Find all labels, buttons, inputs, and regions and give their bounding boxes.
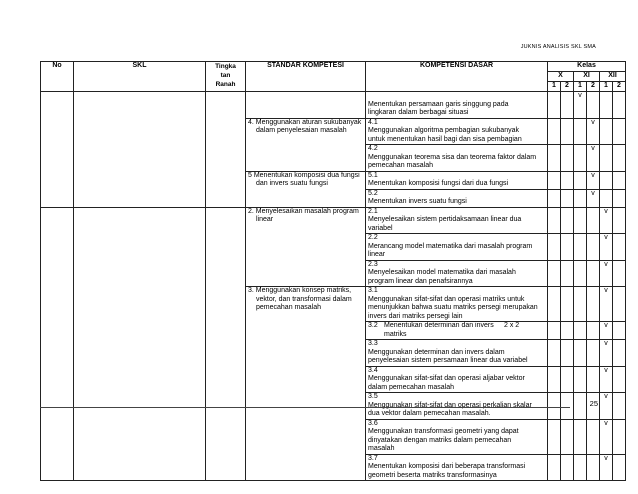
header-no: No — [41, 62, 74, 92]
kd-number: 5.2 — [368, 189, 378, 197]
header-semester: 2 — [561, 82, 574, 92]
kd-text: Menggunakan transformasi geometri yang dapat dinyatakan dengan matriks dalam pemecahan masalah — [368, 428, 519, 452]
kelas-semester-cell — [548, 207, 561, 234]
kelas-semester-cell — [574, 118, 587, 145]
check-mark: v — [604, 322, 608, 329]
document-label: JUKNIS ANALISIS SKL SMA — [520, 44, 596, 50]
kelas-semester-cell — [548, 145, 561, 172]
kelas-semester-cell — [548, 260, 561, 287]
standar-kompetensi-cell — [246, 118, 366, 171]
col-no-cell — [41, 207, 74, 481]
check-mark: v — [604, 260, 608, 268]
kd-text: Menggunakan sifat-sifat dan operasi perkalian skalar dua vektor dalam pemecahan masalah. — [368, 401, 532, 417]
kelas-semester-cell — [587, 419, 600, 454]
kd-extra: 2 x 2 — [504, 322, 520, 329]
kelas-semester-cell — [548, 171, 561, 189]
kelas-semester-cell — [561, 366, 574, 393]
kd-text: Merancang model matematika dari masalah program linear — [368, 242, 533, 258]
kelas-semester-cell — [561, 454, 574, 481]
check-mark: v — [578, 92, 582, 99]
kelas-semester-cell — [600, 234, 613, 261]
kd-number: 3.4 — [368, 366, 378, 374]
kompetensi-dasar-cell — [366, 366, 548, 393]
kompetensi-dasar-cell — [366, 260, 548, 287]
kelas-semester-cell — [548, 419, 561, 454]
standar-kompetensi-text: 4. Menggunakan aturan sukubanyak dalam penyelesaian masalah — [248, 118, 362, 134]
header-semester: 1 — [574, 82, 587, 92]
kelas-semester-cell — [561, 340, 574, 367]
kelas-semester-cell — [561, 189, 574, 207]
kelas-semester-cell — [587, 340, 600, 367]
kelas-semester-cell — [587, 118, 600, 145]
kelas-semester-cell — [561, 171, 574, 189]
kd-text: Menentukan determinan dan invers matriks — [384, 322, 494, 338]
table-row — [41, 92, 626, 119]
kelas-semester-cell — [600, 340, 613, 367]
kelas-semester-cell — [613, 92, 626, 119]
header-semester: 2 — [613, 82, 626, 92]
kompetensi-dasar-cell — [366, 287, 548, 322]
standar-kompetensi-text: 2. Menyelesaikan masalah program linear — [248, 207, 359, 223]
kd-number: 4.2 — [368, 145, 378, 152]
col-no-cell — [41, 92, 74, 208]
kd-number: 2.1 — [368, 207, 378, 215]
kelas-semester-cell — [574, 260, 587, 287]
kd-text: Menggunakan sifat-sifat dan operasi aljabar vektor dalam pemecahan masalah — [368, 375, 525, 391]
kelas-semester-cell — [574, 287, 587, 322]
header-kelas-x: X — [548, 72, 574, 82]
kelas-semester-cell — [600, 207, 613, 234]
kelas-semester-cell — [613, 118, 626, 145]
kelas-semester-cell — [613, 207, 626, 234]
check-mark: v — [604, 234, 608, 241]
kelas-semester-cell — [613, 234, 626, 261]
kelas-semester-cell — [548, 234, 561, 261]
kd-text: Menentukan komposisi fungsi dari dua fungsi — [368, 180, 509, 187]
standar-kompetensi-cell — [246, 92, 366, 119]
kd-text: Menggunakan algoritma pembagian sukubanyak untuk menentukan hasil bagi dan sisa pembagian — [368, 127, 522, 143]
kd-text: Menggunakan sifat-sifat dan operasi matriks untuk menunjukkan bahwa suatu matriks persegi merupakan invers dari matriks persegi lain — [368, 295, 538, 320]
page-number: 25 — [589, 399, 598, 408]
kelas-semester-cell — [600, 189, 613, 207]
kd-text: Menyelesaikan sistem pertidaksamaan linear dua variabel — [368, 216, 522, 232]
kompetensi-dasar-cell — [366, 419, 548, 454]
kd-text: Menggunakan teorema sisa dan teorema faktor dalam pemecahan masalah — [368, 153, 537, 169]
kelas-semester-cell — [600, 171, 613, 189]
kompetensi-dasar-cell — [366, 171, 548, 189]
kelas-semester-cell — [574, 92, 587, 119]
kd-number: 3.1 — [368, 287, 378, 294]
kelas-semester-cell — [574, 189, 587, 207]
kelas-semester-cell — [613, 189, 626, 207]
kelas-semester-cell — [587, 454, 600, 481]
kelas-semester-cell — [561, 234, 574, 261]
header-kelas-xii: XII — [600, 72, 626, 82]
standar-kompetensi-cell — [246, 171, 366, 207]
kelas-semester-cell — [613, 454, 626, 481]
kelas-semester-cell — [613, 145, 626, 172]
header-kompetensi-dasar: KOMPETENSI DASAR — [366, 62, 548, 92]
kelas-semester-cell — [548, 393, 561, 420]
kelas-semester-cell — [561, 287, 574, 322]
kompetensi-dasar-cell — [366, 340, 548, 367]
kelas-semester-cell — [561, 207, 574, 234]
kelas-semester-cell — [587, 260, 600, 287]
kompetensi-dasar-cell — [366, 393, 548, 420]
kelas-semester-cell — [574, 234, 587, 261]
kelas-semester-cell — [574, 145, 587, 172]
check-mark: v — [604, 454, 608, 462]
kd-text: Menentukan persamaan garis singgung pada lingkaran dalam berbagai situasi — [368, 100, 509, 116]
kd-text: Menentukan komposisi dari beberapa transformasi geometri beserta matriks transformasinya — [368, 463, 526, 479]
kelas-semester-cell — [613, 419, 626, 454]
header-tingkatan-ranah: Tingka tan Ranah — [206, 62, 246, 92]
check-mark: v — [591, 145, 595, 152]
kelas-semester-cell — [587, 189, 600, 207]
header-standar-kompetensi: STANDAR KOMPETESI — [246, 62, 366, 92]
kd-number: 3.2 — [368, 322, 378, 329]
kelas-semester-cell — [561, 260, 574, 287]
kelas-semester-cell — [548, 118, 561, 145]
kompetensi-dasar-cell — [366, 234, 548, 261]
kelas-semester-cell — [600, 260, 613, 287]
kelas-semester-cell — [574, 366, 587, 393]
header-semester: 2 — [587, 82, 600, 92]
kelas-semester-cell — [600, 118, 613, 145]
kelas-semester-cell — [548, 454, 561, 481]
check-mark: v — [604, 419, 608, 427]
kelas-semester-cell — [600, 145, 613, 172]
kelas-semester-cell — [587, 234, 600, 261]
kelas-semester-cell — [561, 118, 574, 145]
kelas-semester-cell — [600, 393, 613, 420]
kelas-semester-cell — [587, 366, 600, 393]
check-mark: v — [591, 118, 595, 126]
kelas-semester-cell — [600, 322, 613, 340]
kelas-semester-cell — [587, 322, 600, 340]
col-tingkatan-cell — [206, 207, 246, 481]
kompetensi-dasar-cell — [366, 454, 548, 481]
kelas-semester-cell — [548, 340, 561, 367]
check-mark: v — [591, 189, 595, 197]
col-skl-cell — [74, 207, 206, 481]
header-kelas: Kelas — [548, 62, 626, 72]
kelas-semester-cell — [548, 92, 561, 119]
kelas-semester-cell — [548, 366, 561, 393]
kd-text: Menggunakan determinan dan invers dalam penyelesaian sistem persamaan linear dua variabel — [368, 348, 528, 364]
kompetensi-dasar-cell — [366, 207, 548, 234]
kelas-semester-cell — [600, 454, 613, 481]
kelas-semester-cell — [574, 322, 587, 340]
kelas-semester-cell — [587, 145, 600, 172]
kd-number: 3.6 — [368, 419, 378, 427]
kd-number: 3.5 — [368, 393, 378, 400]
standar-kompetensi-text: 3. Menggunakan konsep matriks, vektor, dan transformasi dalam pemecahan masalah — [248, 287, 352, 311]
check-mark: v — [604, 207, 608, 215]
table-body — [41, 92, 626, 481]
kelas-semester-cell — [600, 419, 613, 454]
footer-divider — [40, 407, 570, 408]
kelas-semester-cell — [613, 260, 626, 287]
kompetensi-dasar-cell — [366, 92, 548, 119]
header-kelas-xi: XI — [574, 72, 600, 82]
kelas-semester-cell — [574, 340, 587, 367]
kd-number: 2.3 — [368, 260, 378, 268]
header-skl: SKL — [74, 62, 206, 92]
kelas-semester-cell — [613, 340, 626, 367]
standar-kompetensi-cell — [246, 287, 366, 481]
kelas-semester-cell — [587, 207, 600, 234]
kelas-semester-cell — [574, 454, 587, 481]
check-mark: v — [604, 366, 608, 374]
kelas-semester-cell — [561, 393, 574, 420]
kelas-semester-cell — [613, 393, 626, 420]
check-mark: v — [604, 340, 608, 347]
kelas-semester-cell — [561, 322, 574, 340]
check-mark: v — [591, 171, 595, 179]
kelas-semester-cell — [613, 366, 626, 393]
kelas-semester-cell — [561, 92, 574, 119]
kelas-semester-cell — [600, 92, 613, 119]
kelas-semester-cell — [548, 322, 561, 340]
kelas-semester-cell — [587, 171, 600, 189]
header-semester: 1 — [600, 82, 613, 92]
kelas-semester-cell — [548, 287, 561, 322]
check-mark: v — [604, 287, 608, 294]
table-row — [41, 207, 626, 234]
kelas-semester-cell — [574, 419, 587, 454]
kompetensi-dasar-cell — [366, 118, 548, 145]
col-tingkatan-cell — [206, 92, 246, 208]
kompetensi-dasar-cell — [366, 322, 548, 340]
kelas-semester-cell — [574, 207, 587, 234]
kelas-semester-cell — [587, 287, 600, 322]
kompetensi-dasar-cell — [366, 189, 548, 207]
kelas-semester-cell — [613, 287, 626, 322]
kelas-semester-cell — [600, 287, 613, 322]
kd-number: 3.3 — [368, 340, 378, 347]
kelas-semester-cell — [548, 189, 561, 207]
col-skl-cell — [74, 92, 206, 208]
kelas-semester-cell — [587, 92, 600, 119]
kelas-semester-cell — [561, 419, 574, 454]
kelas-semester-cell — [574, 171, 587, 189]
kd-number: 2.2 — [368, 234, 378, 241]
kelas-semester-cell — [561, 145, 574, 172]
kompetensi-dasar-cell — [366, 145, 548, 172]
kelas-semester-cell — [574, 393, 587, 420]
kelas-semester-cell — [600, 366, 613, 393]
kd-number: 3.7 — [368, 454, 378, 462]
header-semester: 1 — [548, 82, 561, 92]
kd-number: 4.1 — [368, 118, 378, 126]
kd-number: 5.1 — [368, 171, 378, 179]
skl-analysis-table — [40, 61, 626, 481]
check-mark: v — [604, 393, 608, 400]
standar-kompetensi-text: 5 Menentukan komposisi dua fungsi dan invers suatu fungsi — [248, 171, 360, 187]
kd-text: Menentukan invers suatu fungsi — [368, 198, 467, 205]
kelas-semester-cell — [613, 171, 626, 189]
kd-text: Menyelesaikan model matematika dari masalah program linear dan penafsirannya — [368, 269, 516, 285]
kelas-semester-cell — [613, 322, 626, 340]
standar-kompetensi-cell — [246, 207, 366, 287]
